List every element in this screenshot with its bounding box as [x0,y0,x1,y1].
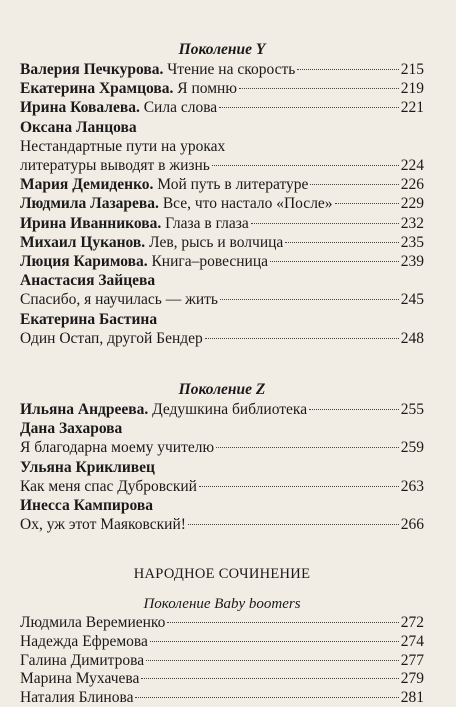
entry-title: Чтение на скорость [167,61,296,78]
toc-entry [20,614,424,633]
entry-author: Ильяна Андреева. [20,401,149,419]
entry-title: Я благодарна моему учителю [20,439,215,457]
dot-leader [309,409,399,410]
toc-entry [20,477,424,496]
dot-leader [220,299,399,300]
dot-leader [251,223,399,224]
toc-entry [20,175,424,194]
entry-author: Анастасия Зайцева [20,272,156,290]
entry-title: Я помню [177,80,237,98]
entry-page: 215 [400,61,424,78]
entry-title-line: литературы выводят в жизнь [20,157,210,175]
entry-author: Людмила Веремиенко [20,614,166,632]
entry-author: Надежда Ефремова [20,633,148,651]
entry-author: Дана Захарова [20,420,123,438]
toc-entry [20,156,424,175]
entry-page: 226 [400,176,424,194]
entry-title: Сила слова [143,99,218,117]
dot-leader [297,69,398,70]
entry-title: Мой путь в литературе [157,176,309,194]
entry-title: Спасибо, я научилась — жить [20,291,218,309]
toc-entry [20,214,424,233]
folk-list [20,614,424,707]
entry-page: 232 [400,214,424,232]
dot-leader [216,447,399,448]
entry-author: Екатерина Бастина [20,310,158,328]
entry-author: Люция Каримова. [20,253,148,271]
section-title-z: Поколение Z [178,381,266,399]
entry-page: 229 [400,195,424,213]
toc-entry [20,79,424,98]
toc-entry [20,633,424,652]
toc-entry [20,689,424,707]
entry-author: Марина Мухачева [20,670,140,688]
folk-subsection-title: Поколение Baby boomers [143,596,301,613]
entry-author: Оксана Ланцова [20,118,137,136]
entry-title: Ох, уж этот Маяковский! [20,516,186,534]
toc-entry [20,329,424,348]
toc-entry [20,670,424,689]
entry-author: Екатерина Храмцова. [20,80,174,98]
entry-author: Наталия Блинова [20,688,134,706]
entry-title: Лев, рысь и волчица [149,233,284,251]
entry-title: Глаза в глаза [165,214,249,232]
toc-entry [20,652,424,671]
toc-entry [20,98,424,117]
entry-page: 224 [400,157,424,175]
folk-section-title: НАРОДНОЕ СОЧИНЕНИЕ [133,566,311,583]
toc-entry [20,194,424,213]
entry-author: Инесса Кампирова [20,497,153,515]
entry-page: 274 [400,633,424,651]
entry-title: Все, что настало «После» [162,195,333,213]
entry-author: Валерия Печкурова. [20,61,164,78]
entry-page: 221 [400,99,424,117]
dot-leader [146,660,399,661]
entry-page: 248 [400,329,424,347]
toc-entry [20,515,424,534]
toc-entry [20,252,424,271]
entry-title-line: Нестандартные пути на уроках [20,137,226,155]
entry-author: Людмила Лазарева. [20,195,159,213]
toc-entry [20,438,424,457]
section-title-y: Поколение Y [178,41,266,58]
dot-leader [205,338,399,339]
dot-leader [199,486,399,487]
entry-page: 263 [400,477,424,495]
entry-author: Мария Демиденко. [20,176,154,194]
dot-leader [335,203,399,204]
dot-leader [239,88,399,89]
dot-leader [188,524,399,525]
dot-leader [270,261,399,262]
dot-leader [285,242,398,243]
entry-title: Один Остап, другой Бендер [20,329,203,347]
entry-page: 255 [400,401,424,419]
entry-title: Книга–ровесница [151,253,269,271]
entry-page: 235 [400,233,424,251]
entry-author: Галина Димитрова [20,651,145,669]
entry-page: 277 [400,651,424,669]
entry-page: 239 [400,253,424,271]
dot-leader [219,107,399,108]
entry-page: 272 [400,614,424,632]
toc-entry [20,400,424,419]
entry-page: 279 [400,670,424,688]
dot-leader [141,678,398,679]
toc-entry [20,233,424,252]
toc-entry [20,290,424,309]
entry-page: 245 [400,291,424,309]
entry-author: Ирина Ковалева. [20,99,140,117]
entry-title: Дедушкина библиотека [152,401,308,419]
dot-leader [167,622,398,623]
dot-leader [310,184,398,185]
entry-page: 281 [400,688,424,706]
toc-entry [20,60,424,79]
entry-author: Михаил Цуканов. [20,233,146,251]
dot-leader [212,165,399,166]
dot-leader [150,641,399,642]
dot-leader [135,697,398,698]
entry-author: Ирина Иванникова. [20,214,162,232]
entry-author: Ульяна Кpикливец [20,458,155,476]
entry-page: 266 [400,516,424,534]
entry-title: Как меня спас Дубровский [20,477,197,495]
entry-page: 259 [400,439,424,457]
entry-page: 219 [400,80,424,98]
